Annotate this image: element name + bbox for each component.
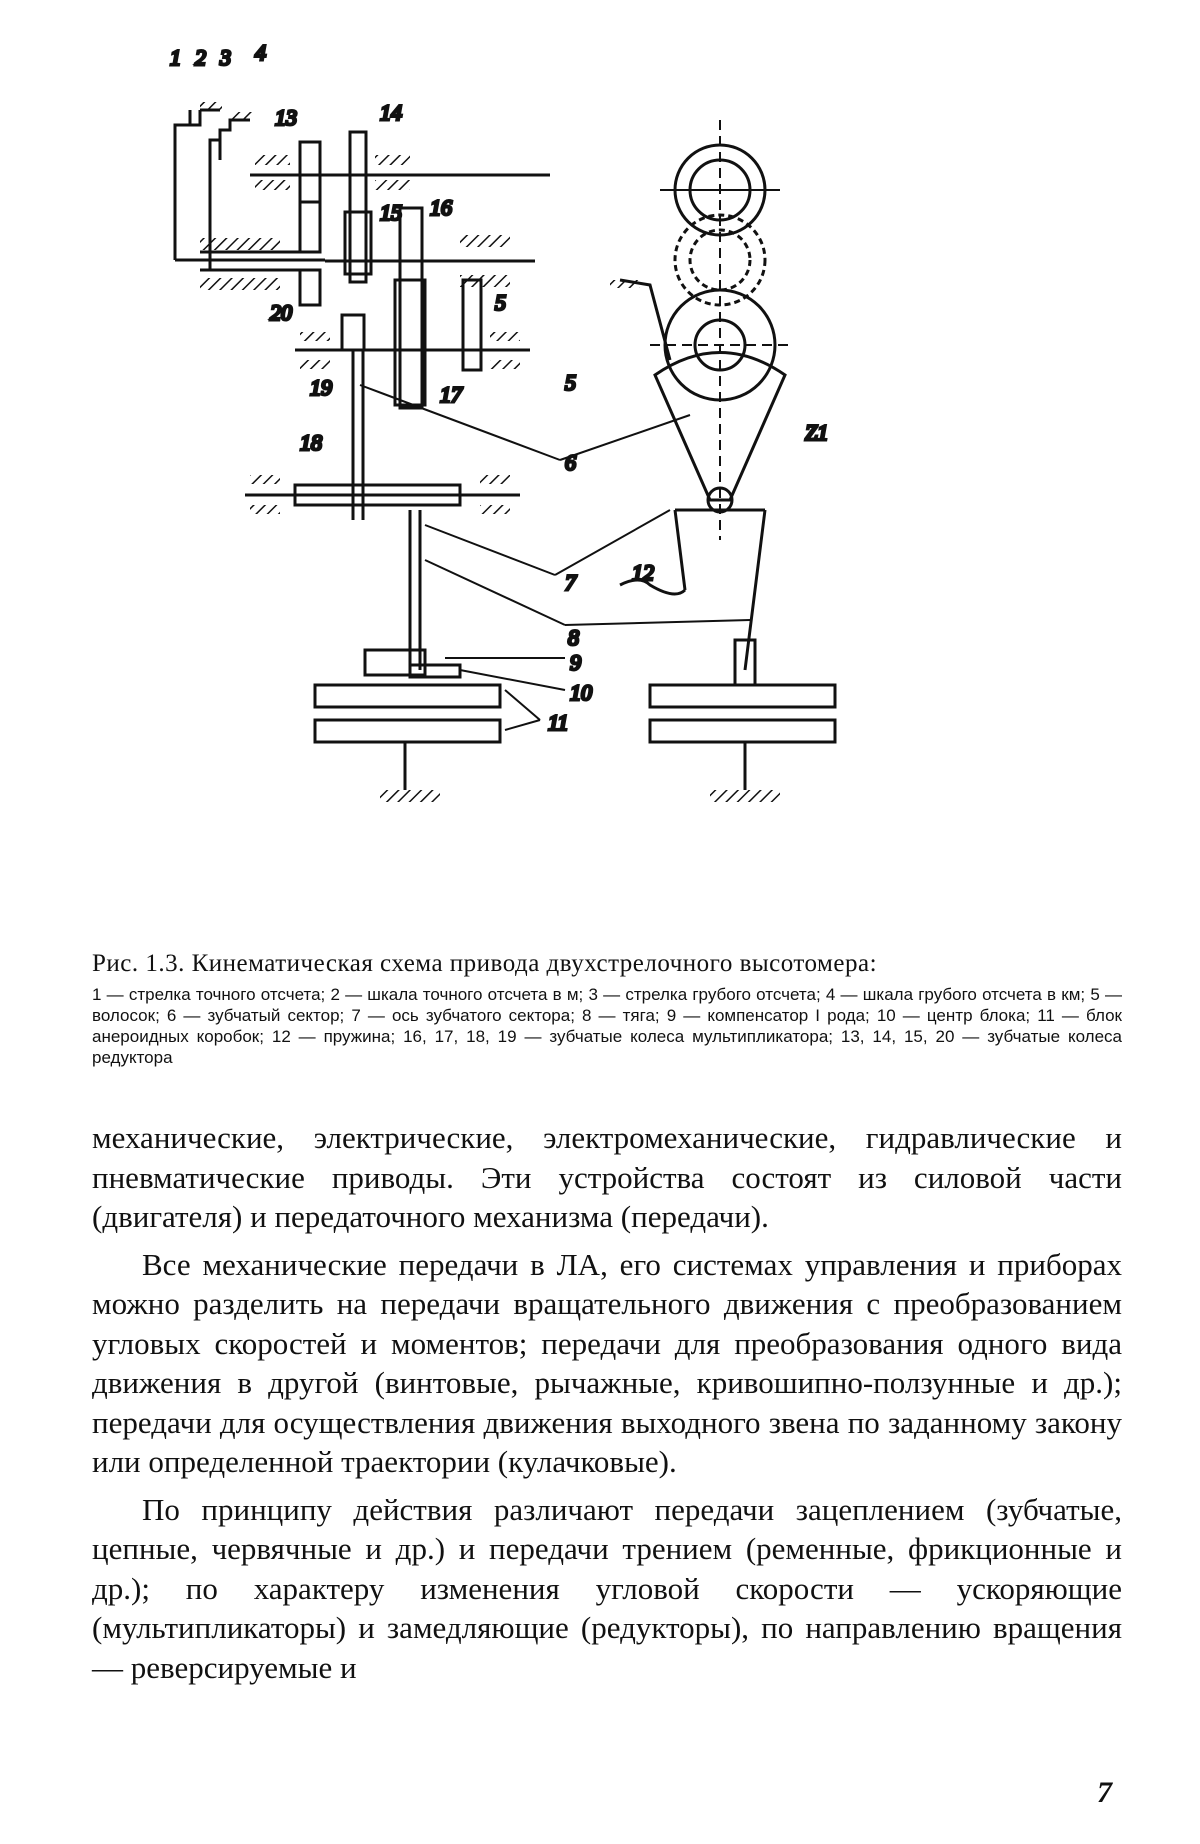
label-16: 16 bbox=[430, 195, 452, 220]
label-9: 9 bbox=[570, 650, 581, 675]
label-13: 13 bbox=[275, 105, 297, 130]
label-11: 11 bbox=[548, 710, 569, 735]
label-2: 2 bbox=[195, 45, 206, 70]
label-19: 19 bbox=[310, 375, 332, 400]
label-6: 6 bbox=[565, 450, 576, 475]
caption-legend: 1 — стрелка точного отсчета; 2 — шкала точного отсчета в м; 3 — стрелка грубого отсчета; 4 — шкала грубого отсчета в км; 5 — волосок; 6 — зубчатый сектор; 7 — ось зубчатого сектора; 8 — тяга; 9 — компенсатор I рода; 10 — центр блока; 11 — блок анероидных коробок; 12 — пружина; 16, 17, 18, 19 — зубчатые колеса мультипликатора; 13, 14, 15, 20 — зубчатые колеса редуктора bbox=[92, 985, 1122, 1067]
body-text bbox=[92, 1118, 1122, 1687]
label-10: 10 bbox=[570, 680, 592, 705]
label-17: 17 bbox=[440, 382, 462, 407]
gear-train bbox=[175, 132, 550, 670]
caption-title: Рис. 1.3. Кинематическая схема привода двухстрелочного высотомера: bbox=[92, 950, 878, 977]
page-number: 7 bbox=[1097, 1776, 1112, 1809]
label-20: 20 bbox=[270, 300, 292, 325]
sector-and-hairspring bbox=[610, 120, 790, 670]
kinematic-diagram bbox=[170, 30, 1130, 930]
label-5b: 5 bbox=[565, 370, 576, 395]
paragraph-3: По принципу действия различают передачи зацеплением (зубчатые, цепные, червячные и др.) и передачи трением (ременные, фрикционные и др.); по характеру изменения угловой скорости — ускоряющие (мультипликаторы) и замедляющие (редукторы), по направлению вращения — реверсируемые и bbox=[92, 1491, 1122, 1685]
label-8: 8 bbox=[568, 625, 579, 650]
label-4: 4 bbox=[255, 40, 266, 65]
label-3: 3 bbox=[220, 45, 231, 70]
label-5a: 5 bbox=[495, 290, 506, 315]
label-14: 14 bbox=[380, 100, 402, 125]
paragraph-2: Все механические передачи в ЛА, его системах управления и приборах можно разделить на передачи вращательного движения с преобразованием угловых скоростей и моментов; передачи для преобразования одного вида движения в другой (винтовые, рычажные, кривошипно-ползунные и др.); передачи для осуществления движения выходного звена по заданному закону или определенной траектории (кулачковые). bbox=[92, 1246, 1122, 1479]
label-18: 18 bbox=[300, 430, 322, 455]
figure-caption bbox=[92, 950, 1122, 1068]
label-z1: Z1 bbox=[805, 420, 829, 445]
label-12: 12 bbox=[632, 560, 654, 585]
label-7: 7 bbox=[565, 570, 576, 595]
label-15: 15 bbox=[380, 200, 402, 225]
paragraph-1: механические, электрические, электромеханические, гидравлические и пневматические приводы. Эти устройства состоят из силовой части (двигателя) и передаточного механизма (передачи). bbox=[92, 1120, 1122, 1234]
label-1: 1 bbox=[170, 45, 181, 70]
